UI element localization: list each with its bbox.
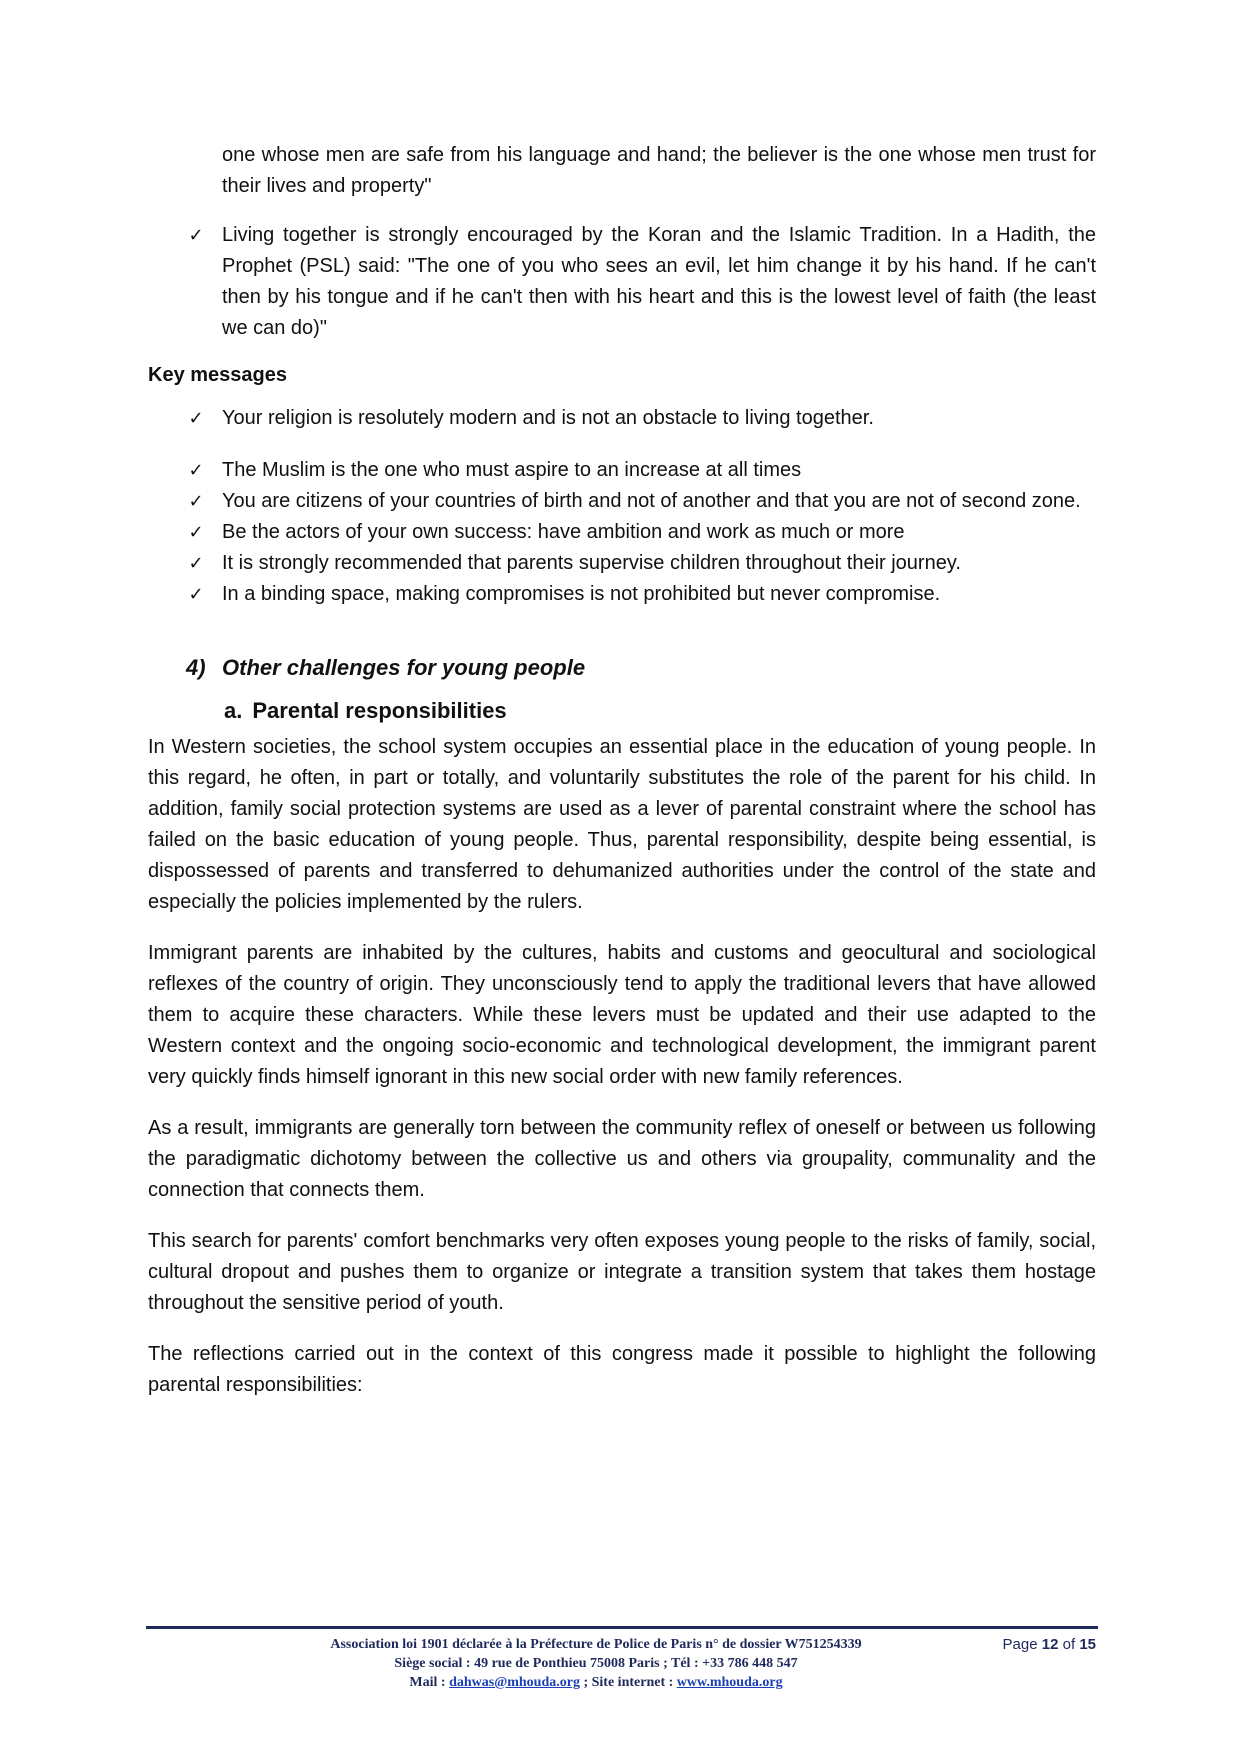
list-item-text: The Muslim is the one who must aspire to an increase at all times <box>222 459 802 481</box>
check-mark-icon: ✓ <box>188 225 204 246</box>
check-mark-icon: ✓ <box>188 584 204 605</box>
body-paragraph: Immigrant parents are inhabited by the cultures, habits and customs and geocultural and sociological reflexes of the country of origin. They unconsciously tend to apply the traditional levers that have allowed them to acquire these characters. While these levers must be updated and their use adapted to the Western context and the ongoing socio-economic and technological development, the immigrant parent very quickly finds himself ignorant in this new social order with new family references. <box>148 942 1096 1088</box>
body-paragraph: In Western societies, the school system occupies an essential place in the education of young people. In this regard, he often, in part or totally, and voluntarily substitutes the role of the parent for his child. In addition, family social protection systems are used as a lever of parental constraint where the school has failed on the basic education of young people. Thus, parental responsibility, despite being essential, is dispossessed of parents and transferred to dehumanized authorities under the control of the state and especially the policies implemented by the rulers. <box>148 736 1096 913</box>
check-mark-icon: ✓ <box>188 553 204 574</box>
page-total: 15 <box>1079 1636 1096 1653</box>
page-footer <box>146 1626 1098 1692</box>
section-heading <box>186 652 1096 683</box>
list-item <box>148 220 1096 344</box>
check-mark-icon: ✓ <box>188 460 204 481</box>
section-number: 4) <box>186 655 206 680</box>
section-title: Other challenges for young people <box>222 655 586 680</box>
body-paragraph: This search for parents' comfort benchmarks very often exposes young people to the risks of family, social, cultural dropout and pushes them to organize or integrate a transition system that takes them hostage throughout the sensitive period of youth. <box>148 1230 1096 1314</box>
body-paragraph: The reflections carried out in the context of this congress made it possible to highlight the following parental responsibilities: <box>148 1343 1096 1396</box>
list-item-text: You are citizens of your countries of birth and not of another and that you are not of second zone. <box>222 490 1081 512</box>
footer-address-block <box>236 1629 956 1692</box>
page-current: 12 <box>1041 1636 1059 1653</box>
list-item-text: Living together is strongly encouraged by the Koran and the Islamic Tradition. In a Hadith, the Prophet (PSL) said: "The one of you who sees an evil, let him change it by his hand. If he can't then by his tongue and if he can't then with his heart and this is the lowest level of faith (the least we can do)" <box>222 224 1096 339</box>
list-item <box>148 455 1096 486</box>
footer-address-line: Siège social : 49 rue de Ponthieu 75008 Paris ; Tél : +33 786 448 547 <box>394 1656 798 1671</box>
body-paragraph: As a result, immigrants are generally torn between the community reflex of oneself or between us following the paradigmatic dichotomy between the collective us and others via groupality, communality and the connection that connects them. <box>148 1117 1096 1201</box>
site-label: ; Site internet : <box>579 1675 677 1690</box>
page-label: Page <box>1002 1636 1038 1653</box>
list-item <box>148 517 1096 548</box>
check-mark-icon: ✓ <box>188 522 204 543</box>
check-mark-icon: ✓ <box>188 491 204 512</box>
check-mark-icon: ✓ <box>188 408 204 429</box>
subsection-heading <box>224 695 1096 726</box>
list-item-text: Be the actors of your own success: have ambition and work as much or more <box>222 521 905 543</box>
intro-checklist <box>148 220 1096 344</box>
list-item-text: In a binding space, making compromises is not prohibited but never compromise. <box>222 583 941 605</box>
footer-contact-line <box>236 1673 956 1692</box>
footer-association-line: Association loi 1901 déclarée à la Préfecture de Police de Paris n° de dossier W751254339 <box>330 1637 862 1652</box>
website-link[interactable]: www.mhouda.org <box>676 1675 783 1690</box>
list-item <box>148 579 1096 610</box>
list-item-text: Your religion is resolutely modern and is not an obstacle to living together. <box>222 407 874 429</box>
list-item <box>148 548 1096 579</box>
document-page <box>148 140 1096 1421</box>
subsection-number: a. <box>224 698 243 723</box>
quote-continuation: one whose men are safe from his language and hand; the believer is the one whose men trust for their lives and property" <box>222 144 1096 197</box>
subsection-title: Parental responsibilities <box>252 698 507 723</box>
email-link[interactable]: dahwas@mhouda.org <box>449 1675 580 1690</box>
page-of-label: of <box>1062 1636 1076 1653</box>
list-item <box>148 403 1096 434</box>
key-messages-list <box>148 403 1096 610</box>
list-item <box>148 486 1096 517</box>
mail-label: Mail : <box>409 1675 450 1690</box>
key-messages-heading: Key messages <box>148 364 287 386</box>
list-item-text: It is strongly recommended that parents supervise children throughout their journey. <box>222 552 961 574</box>
page-number <box>1003 1635 1096 1654</box>
